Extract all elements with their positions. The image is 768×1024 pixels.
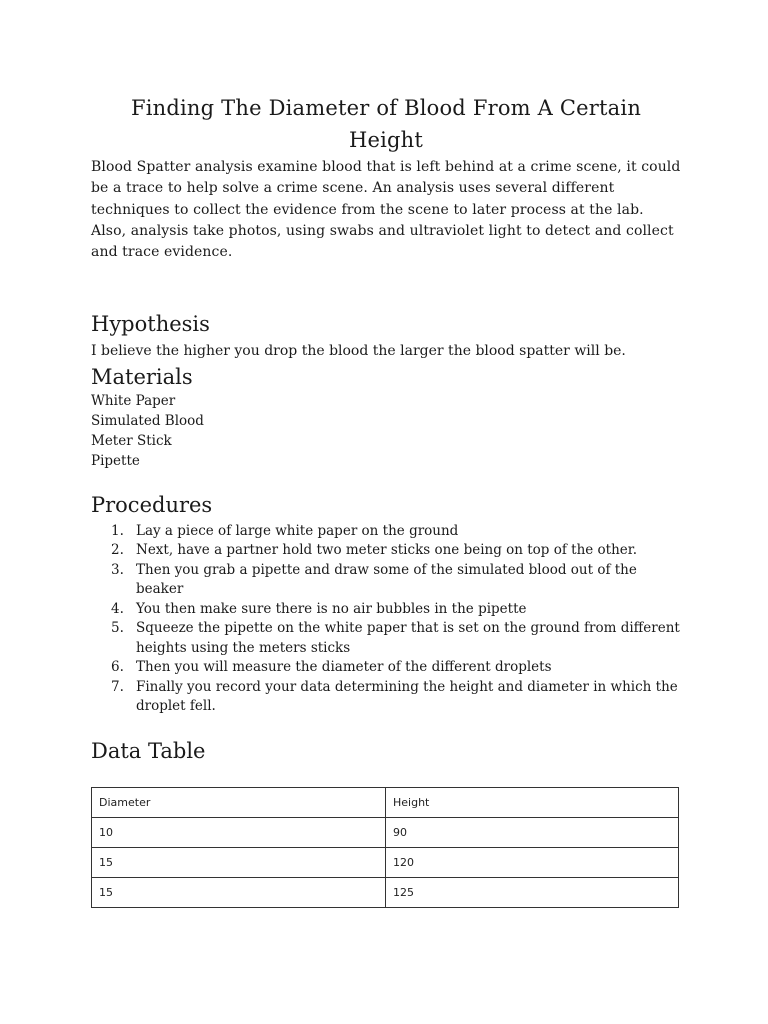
table-cell: 125 — [386, 877, 679, 907]
step-number: 2. — [111, 542, 124, 559]
step-text: Lay a piece of large white paper on the ground — [136, 522, 459, 539]
materials-item: White Paper — [91, 393, 176, 410]
table-header-row — [92, 787, 679, 817]
procedure-step — [91, 619, 681, 658]
data-table-heading: Data Table — [91, 738, 206, 763]
step-text: Squeeze the pipette on the white paper that is set on the ground from different heights using the meters sticks — [136, 620, 680, 656]
materials-item: Pipette — [91, 452, 140, 469]
step-text: Then you grab a pipette and draw some of the simulated blood out of the beaker — [136, 561, 637, 598]
table-row — [92, 817, 679, 847]
hypothesis-text: I believe the higher you drop the blood the larger the blood spatter will be. — [91, 343, 626, 360]
step-text: Then you will measure the diameter of the different droplets — [136, 659, 552, 676]
materials-item: Meter Stick — [91, 433, 172, 450]
table-cell: 15 — [92, 877, 386, 907]
step-text: Next, have a partner hold two meter sticks one being on top of the other. — [136, 542, 638, 559]
table-cell: 10 — [92, 817, 386, 847]
procedure-step — [91, 658, 681, 678]
table-cell: 90 — [386, 817, 679, 847]
step-number: 7. — [111, 678, 124, 695]
procedures-heading: Procedures — [91, 492, 213, 517]
table-cell: 15 — [92, 847, 386, 877]
step-text: Finally you record your data determining the height and diameter in which the droplet fell. — [136, 678, 678, 715]
step-number: 5. — [111, 620, 124, 637]
materials-heading: Materials — [91, 365, 193, 390]
table-row — [92, 877, 679, 907]
procedure-step — [91, 522, 681, 542]
document-page — [91, 92, 681, 908]
procedures-list — [91, 522, 681, 717]
table-header-cell: Height — [386, 787, 679, 817]
step-number: 6. — [111, 659, 124, 676]
materials-list — [91, 392, 681, 471]
intro-paragraph: Blood Spatter analysis examine blood that is left behind at a crime scene, it could be a trace to help solve a crime scene. An analysis uses several different techniques to collect the evidence from the scene to later process at the lab. Also, analysis take photos, using swabs and ultraviolet light to detect and collect and trace evidence. — [91, 159, 681, 261]
table-cell: 120 — [386, 847, 679, 877]
table-row — [92, 847, 679, 877]
data-table — [91, 787, 679, 908]
materials-item: Simulated Blood — [91, 413, 204, 430]
table-header-cell: Diameter — [92, 787, 386, 817]
step-number: 4. — [111, 600, 124, 617]
procedure-step — [91, 600, 681, 620]
page-title: Finding The Diameter of Blood From A Certain Height — [130, 96, 642, 152]
procedure-step — [91, 678, 681, 717]
step-text: You then make sure there is no air bubbles in the pipette — [136, 600, 527, 617]
step-number: 1. — [111, 522, 124, 539]
hypothesis-heading: Hypothesis — [91, 312, 210, 337]
procedure-step — [91, 561, 681, 600]
procedure-step — [91, 541, 681, 561]
step-number: 3. — [111, 561, 124, 578]
